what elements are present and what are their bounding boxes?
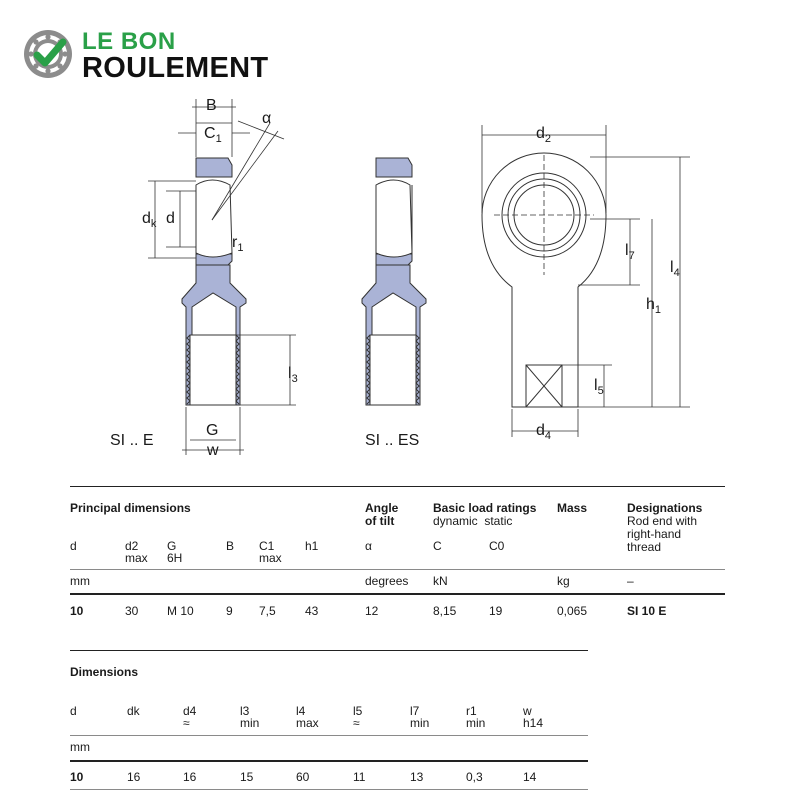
label-l7: l (625, 242, 629, 259)
rod-end-drawing (0, 95, 800, 470)
svg-text:r1: $r_1$ (232, 234, 244, 254)
header-angle-of-tilt: Angle of tilt (365, 501, 399, 528)
unit-mm: mm (70, 574, 90, 588)
cell-mass: 0,065 (557, 604, 588, 618)
dim-unit-mm: mm (70, 740, 90, 754)
brand-logo (22, 26, 302, 86)
caption-si-es: SI .. ES (365, 432, 420, 449)
table1-unit-rule (70, 593, 725, 595)
cell-d2: 30 (125, 604, 139, 618)
dim-header-r1: r1 (466, 704, 477, 718)
label-l3: l (288, 365, 292, 382)
svg-text:l4: $l_4$ (670, 259, 680, 279)
dim-cell-l5: 11 (353, 770, 366, 784)
dim-cell-w: 14 (523, 770, 537, 784)
rod-end-outline (482, 125, 690, 437)
header-basic-load-ratings: Basic load ratings (433, 501, 537, 515)
unit-degrees: degrees (365, 574, 409, 588)
brand-line2: ROULEMENT (82, 52, 269, 84)
symbol-h1: h1 (305, 539, 319, 553)
dim-header-l5-sub: ≈ (353, 716, 360, 730)
table1-top-rule (70, 486, 725, 487)
rod-end-section-e (148, 99, 296, 455)
cell-designation: SI 10 E (627, 604, 667, 618)
label-r1: r (232, 234, 238, 251)
dim-header-l4: l4 (296, 704, 306, 718)
svg-text:l5: $l_5$ (594, 377, 604, 397)
table1-header-rule (70, 569, 725, 570)
dim-header-r1-sub: min (466, 716, 486, 730)
symbol-alpha: α (365, 539, 372, 553)
brand-line1: LE BON (82, 28, 176, 55)
cell-C1: 7,5 (259, 604, 276, 618)
bearing-logo-icon (22, 28, 78, 84)
table2-header-rule (70, 735, 588, 736)
dim-cell-d: 10 (70, 770, 84, 784)
symbol-C1: C1 (259, 539, 275, 553)
label-w: w (207, 442, 219, 459)
cell-C0: 19 (489, 604, 503, 618)
dim-header-d: d (70, 704, 77, 718)
label-C1: C (204, 125, 216, 142)
symbol-C: C (433, 539, 442, 553)
dim-cell-r1: 0,3 (466, 770, 483, 784)
label-dk: d (142, 210, 151, 227)
dim-header-d4-sub: ≈ (183, 716, 190, 730)
cell-C: 8,15 (433, 604, 457, 618)
dim-header-l3-sub: min (240, 716, 260, 730)
table2-top-rule (70, 650, 588, 651)
header-designations-sub: Rod end with right-hand thread (627, 514, 698, 554)
symbol-d: d (70, 539, 77, 553)
dim-header-w: w (523, 704, 532, 718)
label-B: B (206, 97, 217, 114)
dimensions-title: Dimensions (70, 665, 139, 679)
header-dynamic-static: dynamic static (433, 514, 513, 528)
unit-kg: kg (557, 574, 570, 588)
symbol-C1-sub: max (259, 551, 282, 565)
header-mass: Mass (557, 501, 588, 515)
svg-text:C1: $C_1$ (204, 125, 222, 145)
dim-header-l5: l5 (353, 704, 363, 718)
header-designations: Designations (627, 501, 703, 515)
dim-cell-l4: 60 (296, 770, 310, 784)
dim-cell-d4: 16 (183, 770, 197, 784)
cell-d: 10 (70, 604, 84, 618)
dim-header-d4: d4 (183, 704, 197, 718)
symbol-G-sub: 6H (167, 551, 183, 565)
dim-header-l3: l3 (240, 704, 250, 718)
label-l4: l (670, 259, 674, 276)
cell-G: M 10 (167, 604, 194, 618)
label-alpha: α (262, 110, 272, 127)
table2-bottom-rule (70, 789, 588, 790)
label-G: G (206, 422, 219, 439)
label-d: d (166, 210, 175, 227)
svg-text:d2: $d_2$ (536, 125, 552, 145)
caption-si-e: SI .. E (110, 432, 154, 449)
svg-text:h1: $h_1$ (646, 296, 662, 316)
svg-text:dk: $d_k$ (142, 210, 157, 230)
svg-text:d4: $d_4$ (536, 422, 552, 442)
header-principal-dimensions: Principal dimensions (70, 501, 191, 515)
dim-cell-l7: 13 (410, 770, 424, 784)
table2-unit-rule (70, 760, 588, 762)
unit-dash: – (627, 574, 634, 588)
cell-alpha: 12 (365, 604, 379, 618)
cell-B: 9 (226, 604, 233, 618)
label-d2: d (536, 125, 545, 142)
svg-text:l7: $l_7$ (625, 242, 635, 262)
label-h1: h (646, 296, 655, 313)
dim-header-l7: l7 (410, 704, 420, 718)
dim-cell-dk: 16 (127, 770, 141, 784)
svg-text:l3: $l_3$ (288, 365, 298, 385)
dim-header-l7-sub: min (410, 716, 430, 730)
dim-cell-l3: 15 (240, 770, 254, 784)
label-d4: d (536, 422, 545, 439)
rod-end-section-es (362, 158, 426, 405)
label-l5: l (594, 377, 598, 394)
symbol-B: B (226, 539, 235, 553)
dim-header-w-sub: h14 (523, 716, 544, 730)
symbol-G: G (167, 539, 177, 553)
symbol-d2-sub: max (125, 551, 148, 565)
dim-header-dk: dk (127, 704, 140, 718)
symbol-C0: C0 (489, 539, 505, 553)
symbol-d2: d2 (125, 539, 139, 553)
unit-kn: kN (433, 574, 448, 588)
cell-h1: 43 (305, 604, 319, 618)
dim-header-l4-sub: max (296, 716, 319, 730)
